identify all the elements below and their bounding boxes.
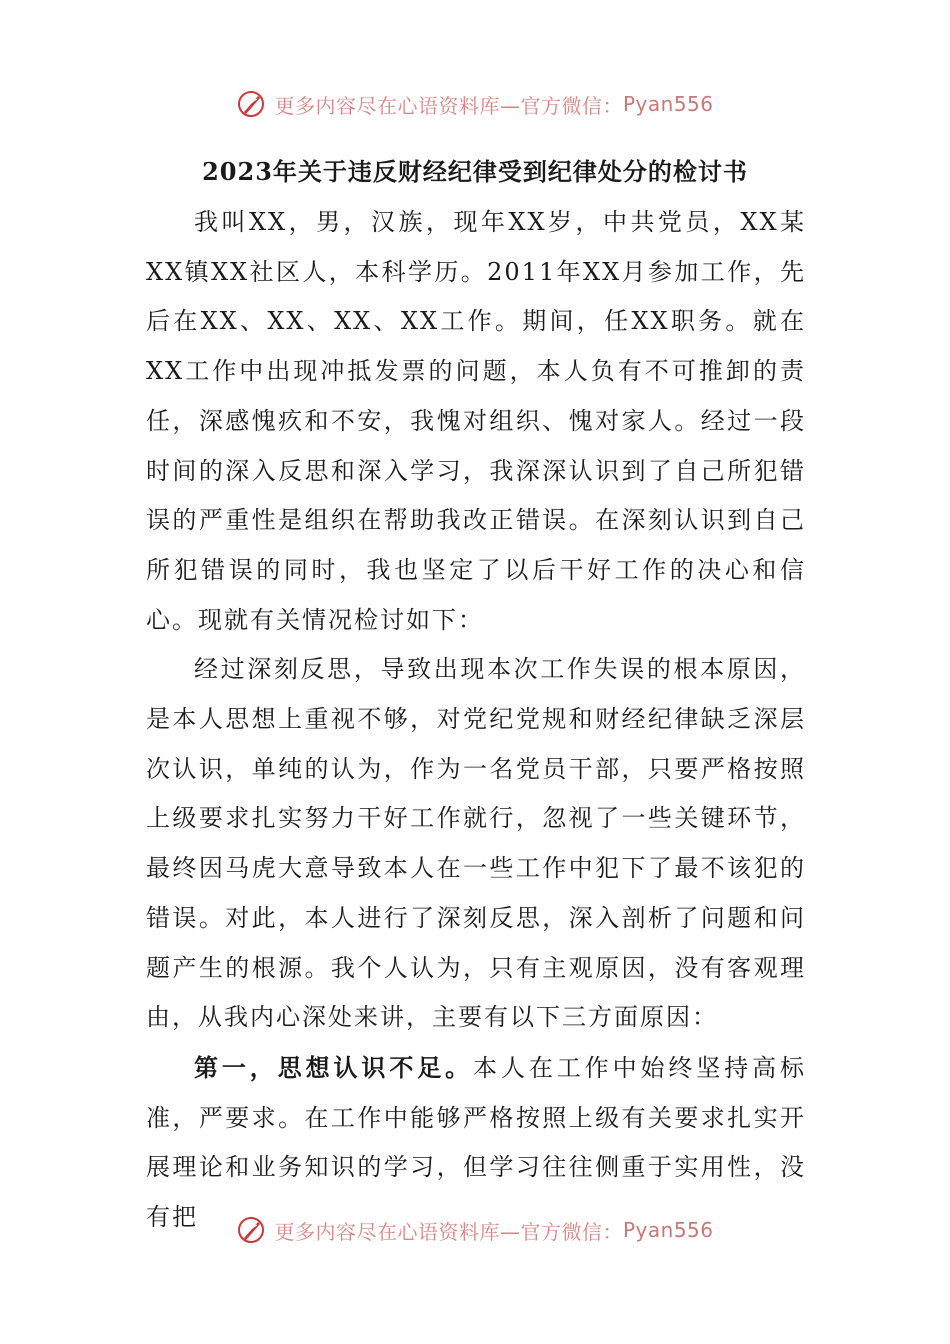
paragraph	[146, 198, 806, 645]
watermark-text: 更多内容尽在心语资料库—官方微信：	[274, 93, 623, 118]
paragraph-text: 经过深刻反思，导致出现本次工作失误的根本原因，是本人思想上重视不够，对党纪党规和财经纪律缺乏深层次认识，单纯的认为，作为一名党员干部，只要严格按照上级要求扎实努力干好工作就行，忽视了一些关键环节，最终因马虎大意导致本人在一些工作中犯下了最不该犯的错误。对此，本人进行了深刻反思，深入剖析了问题和问题产生的根源。我个人认为，只有主观原因，没有客观理由，从我内心深处来讲，主要有以下三方面原因：	[146, 655, 806, 1032]
watermark-wechat-id: Pyan556	[622, 1218, 714, 1242]
feather-pen-circle-icon	[236, 89, 266, 119]
paragraph-heading: 第一，思想认识不足。	[194, 1052, 474, 1082]
paragraph-text: 本人在工作中始终坚持高标准，严要求。在工作中能够严格按照上级有关要求扎实开展理论和业务知识的学习，但学习往往侧重于实用性，没有把	[146, 1053, 806, 1232]
watermark-banner-top	[0, 84, 950, 124]
document-title: 2023年关于违反财经纪律受到纪律处分的检讨书	[202, 157, 748, 186]
watermark-text: 更多内容尽在心语资料库—官方微信：	[274, 1219, 623, 1244]
paragraph-text: 我叫XX，男，汉族，现年XX岁，中共党员，XX某XX镇XX社区人，本科学历。2011年XX月参加工作，先后在XX、XX、XX、XX工作。期间，任XX职务。就在XX工作中出现冲抵发票的问题，本人负有不可推卸的责任，深感愧疚和不安，我愧对组织、愧对家人。经过一段时间的深入反思和深入学习，我深深认识到了自己所犯错误的严重性是组织在帮助我改正错误。在深刻认识到自己所犯错误的同时，我也坚定了以后干好工作的决心和信心。现就有关情况检讨如下：	[146, 208, 806, 634]
watermark-banner-bottom	[0, 1210, 950, 1250]
paragraph	[146, 645, 806, 1043]
watermark-wechat-id: Pyan556	[622, 92, 714, 116]
document-body	[146, 198, 806, 1243]
feather-pen-circle-icon	[236, 1215, 266, 1245]
